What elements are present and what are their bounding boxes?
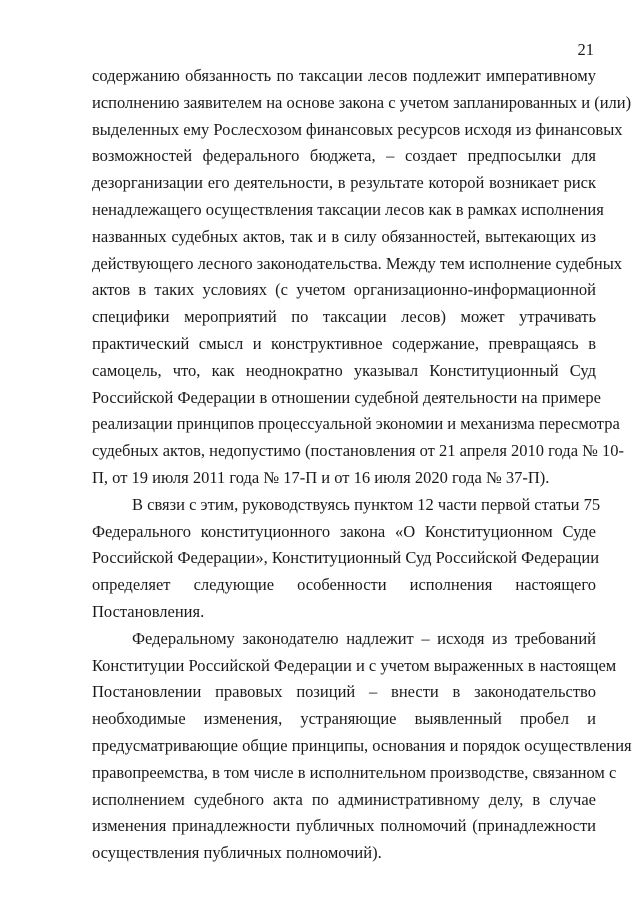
text-line: действующего лесного законодательства. Между тем исполнение судебных xyxy=(92,253,623,273)
text-line: необходимые изменения, устраняющие выявленный пробел и xyxy=(92,709,596,729)
text-line: дезорганизации его деятельности, в результате которой возникает риск xyxy=(92,173,596,193)
text-line: Конституции Российской Федерации и с учетом выраженных в настоящем xyxy=(92,655,617,675)
text-line: предусматривающие общие принципы, основания и порядок осуществления xyxy=(92,735,632,755)
text-line: специфики мероприятий по таксации лесов) может утрачивать xyxy=(92,307,596,327)
text-line: определяет следующие особенности исполнения настоящего xyxy=(92,575,596,595)
text-line: Федерального конституционного закона «О Конституционном Суде xyxy=(92,521,596,541)
text-line: исполнением судебного акта по административному делу, в случае xyxy=(92,789,596,809)
document-body xyxy=(92,63,632,867)
text-line: осуществления публичных полномочий). xyxy=(92,843,382,863)
text-line: выделенных ему Рослесхозом финансовых ресурсов исходя из финансовых xyxy=(92,119,623,139)
text-line: ненадлежащего осуществления таксации лесов как в рамках исполнения xyxy=(92,199,604,219)
text-line: П, от 19 июля 2011 года № 17-П и от 16 июля 2020 года № 37-П). xyxy=(92,467,550,487)
text-line: Постановлении правовых позиций – внести в законодательство xyxy=(92,682,596,702)
text-line: возможностей федерального бюджета, – создает предпосылки для xyxy=(92,146,596,166)
text-line: В связи с этим, руководствуясь пунктом 12 части первой статьи 75 xyxy=(132,494,601,514)
text-line: Российской Федерации в отношении судебной деятельности на примере xyxy=(92,387,601,407)
text-line: содержанию обязанность по таксации лесов подлежит императивному xyxy=(92,66,596,85)
text-line: актов в таких условиях (с учетом организационно-информационной xyxy=(92,280,596,300)
text-line: практический смысл и конструктивное содержание, превращаясь в xyxy=(92,333,596,353)
text-line: Российской Федерации», Конституционный Суд Российской Федерации xyxy=(92,548,600,568)
text-line: Постановления. xyxy=(92,601,205,621)
text-line: Федеральному законодателю надлежит – исходя из требований xyxy=(132,628,596,648)
text-line: изменения принадлежности публичных полномочий (принадлежности xyxy=(92,816,596,836)
text-line: судебных актов, недопустимо (постановления от 21 апреля 2010 года № 10- xyxy=(92,441,625,461)
text-line: правопреемства, в том числе в исполнительном производстве, связанном с xyxy=(92,762,617,782)
text-line: самоцель, что, как неоднократно указывал Конституционный Суд xyxy=(92,360,596,380)
text-line: названных судебных актов, так и в силу обязанностей, вытекающих из xyxy=(92,226,596,246)
text-line: реализации принципов процессуальной экономии и механизма пересмотра xyxy=(92,414,620,434)
text-line: исполнению заявителем на основе закона с учетом запланированных и (или) xyxy=(92,92,632,112)
page-number: 21 xyxy=(577,40,594,59)
